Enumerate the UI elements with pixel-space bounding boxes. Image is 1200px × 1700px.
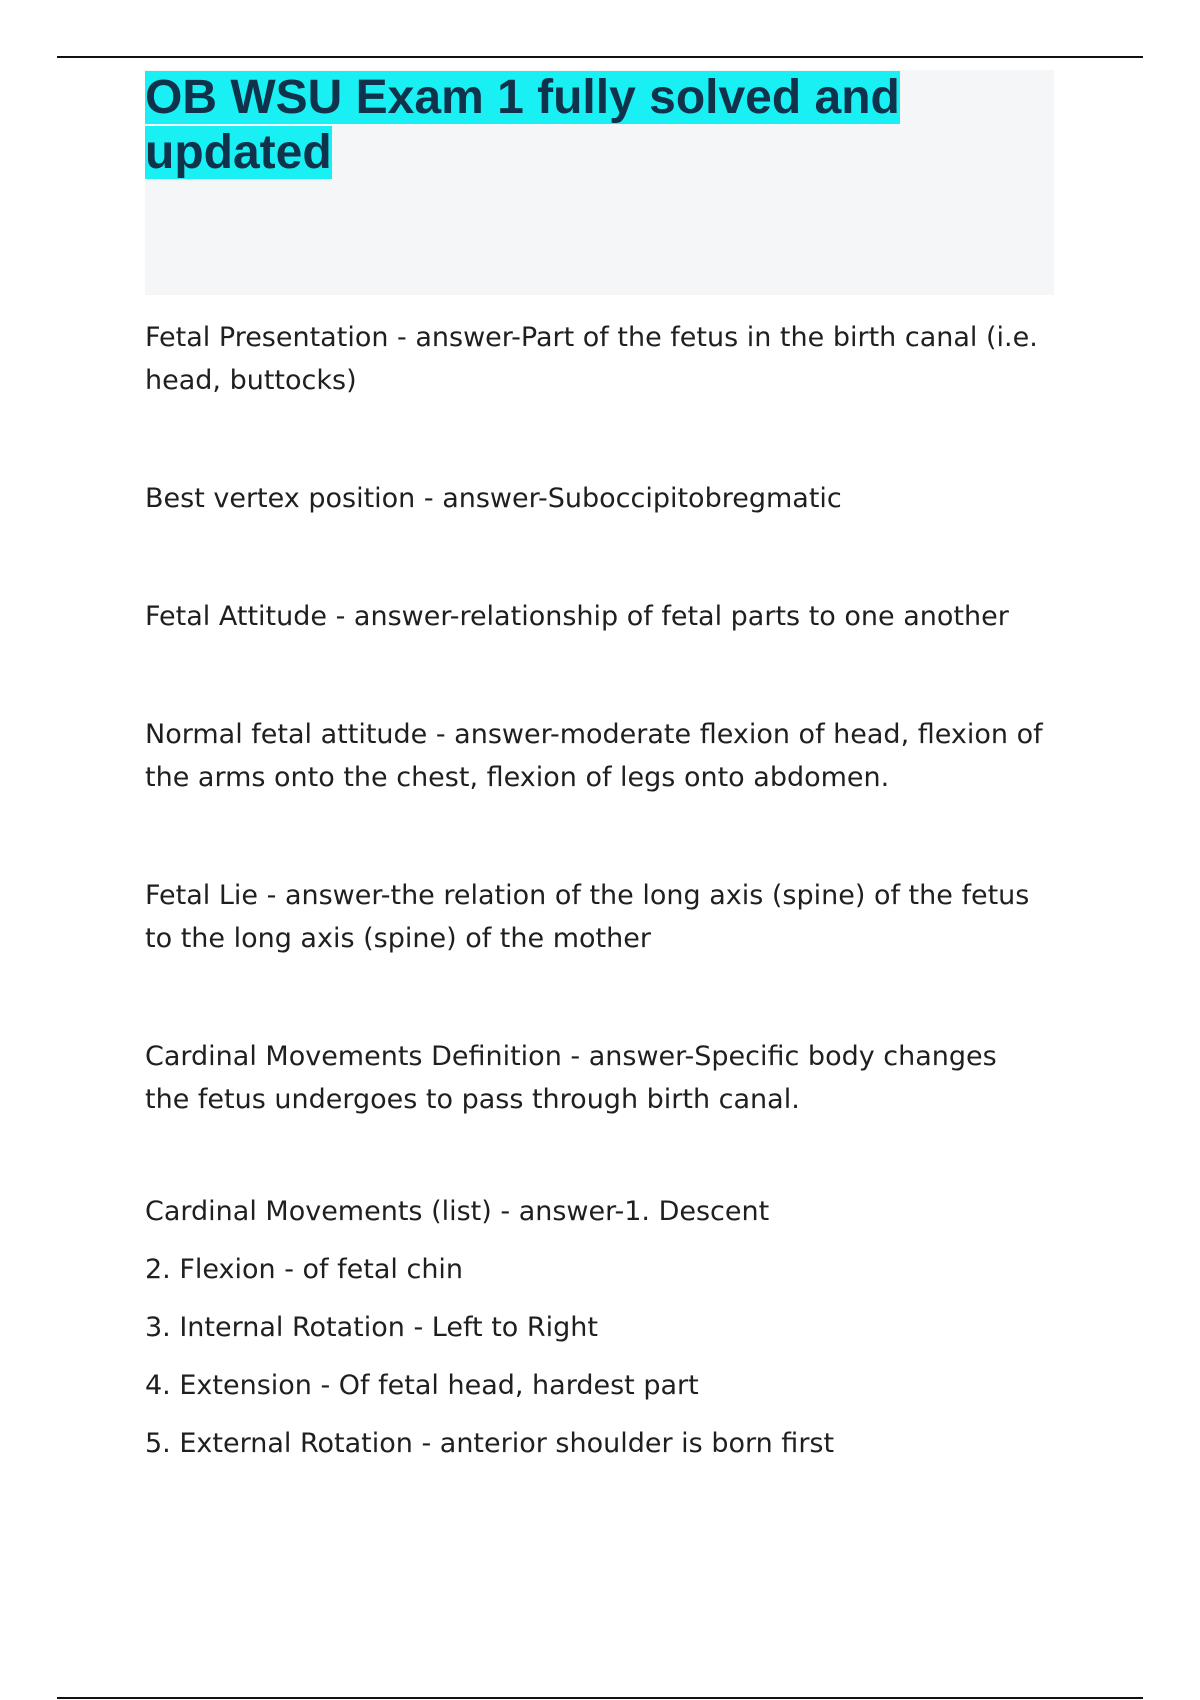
list-item: 5. External Rotation - anterior shoulder is born first [145, 1428, 835, 1459]
document-title [145, 70, 925, 180]
qa-entry-fetal-lie: Fetal Lie - answer-the relation of the long axis (spine) of the fetus to the long axis (spine) of the mother [145, 880, 1030, 954]
list-item: 4. Extension - Of fetal head, hardest part [145, 1370, 699, 1401]
top-rule [57, 56, 1143, 58]
document-title-highlight: OB WSU Exam 1 fully solved and updated [145, 71, 900, 179]
qa-entry-cardinal-movements-definition: Cardinal Movements Definition - answer-Specific body changes the fetus undergoes to pass through birth canal. [145, 1041, 997, 1115]
qa-entry-best-vertex-position: Best vertex position - answer-Suboccipitobregmatic [145, 483, 842, 514]
document-content [145, 316, 1045, 1473]
title-box [145, 70, 1054, 295]
list-item: 3. Internal Rotation - Left to Right [145, 1312, 598, 1343]
qa-entry-fetal-presentation: Fetal Presentation - answer-Part of the fetus in the birth canal (i.e. head, buttocks) [145, 322, 1038, 396]
qa-entry-fetal-attitude: Fetal Attitude - answer-relationship of fetal parts to one another [145, 601, 1009, 632]
cardinal-movements-list [145, 1183, 1045, 1473]
bottom-rule [57, 1697, 1143, 1699]
qa-entry-normal-fetal-attitude: Normal fetal attitude - answer-moderate flexion of head, flexion of the arms onto the chest, flexion of legs onto abdomen. [145, 719, 1043, 793]
list-item: 2. Flexion - of fetal chin [145, 1254, 464, 1285]
cardinal-list-heading: Cardinal Movements (list) - answer-1. Descent [145, 1196, 770, 1227]
